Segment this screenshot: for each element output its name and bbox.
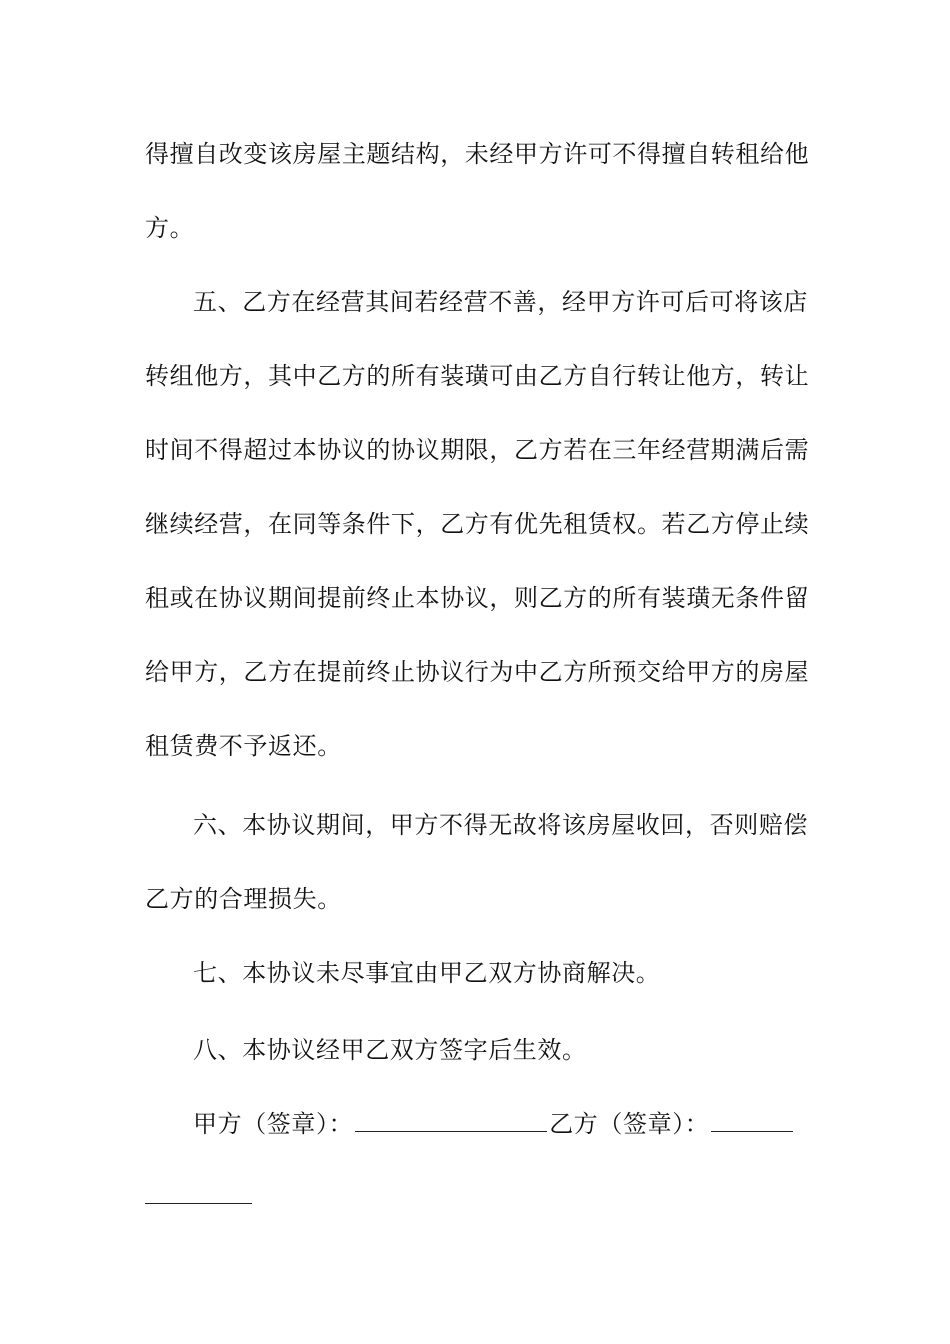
- party-b-signature-blank[interactable]: [711, 1113, 793, 1132]
- clause5-line-5: 租或在协议期间提前终止本协议，则乙方的所有装璜无条件留: [145, 584, 810, 612]
- party-b-signature-label: 乙方（签章）：: [549, 1110, 710, 1138]
- party-a-signature-blank[interactable]: [355, 1113, 547, 1132]
- party-a-signature-label: 甲方（签章）：: [193, 1110, 354, 1138]
- clause4-tail-line-1: 得擅自改变该房屋主题结构，未经甲方许可不得擅自转租给他: [145, 140, 810, 168]
- party-b-signature-blank-continuation[interactable]: [145, 1203, 252, 1204]
- clause5-line-7: 租赁费不予返还。: [145, 732, 342, 760]
- clause7-line-1: 七、本协议未尽事宜由甲乙双方协商解决。: [193, 959, 661, 987]
- clause6-line-2: 乙方的合理损失。: [145, 885, 342, 913]
- clause5-line-1: 五、乙方在经营其间若经营不善，经甲方许可后可将该店: [193, 288, 808, 316]
- clause5-line-2: 转组他方，其中乙方的所有装璜可由乙方自行转让他方，转让: [145, 362, 810, 390]
- clause5-line-6: 给甲方，乙方在提前终止协议行为中乙方所预交给甲方的房屋: [145, 658, 810, 686]
- clause8-line-1: 八、本协议经甲乙双方签字后生效。: [193, 1036, 587, 1064]
- clause6-line-1: 六、本协议期间，甲方不得无故将该房屋收回，否则赔偿: [193, 811, 808, 839]
- signature-row: [193, 1106, 805, 1142]
- clause5-line-3: 时间不得超过本协议的协议期限，乙方若在三年经营期满后需: [145, 436, 810, 464]
- clause5-line-4: 继续经营，在同等条件下，乙方有优先租赁权。若乙方停止续: [145, 510, 810, 538]
- clause4-tail-line-2: 方。: [145, 214, 195, 242]
